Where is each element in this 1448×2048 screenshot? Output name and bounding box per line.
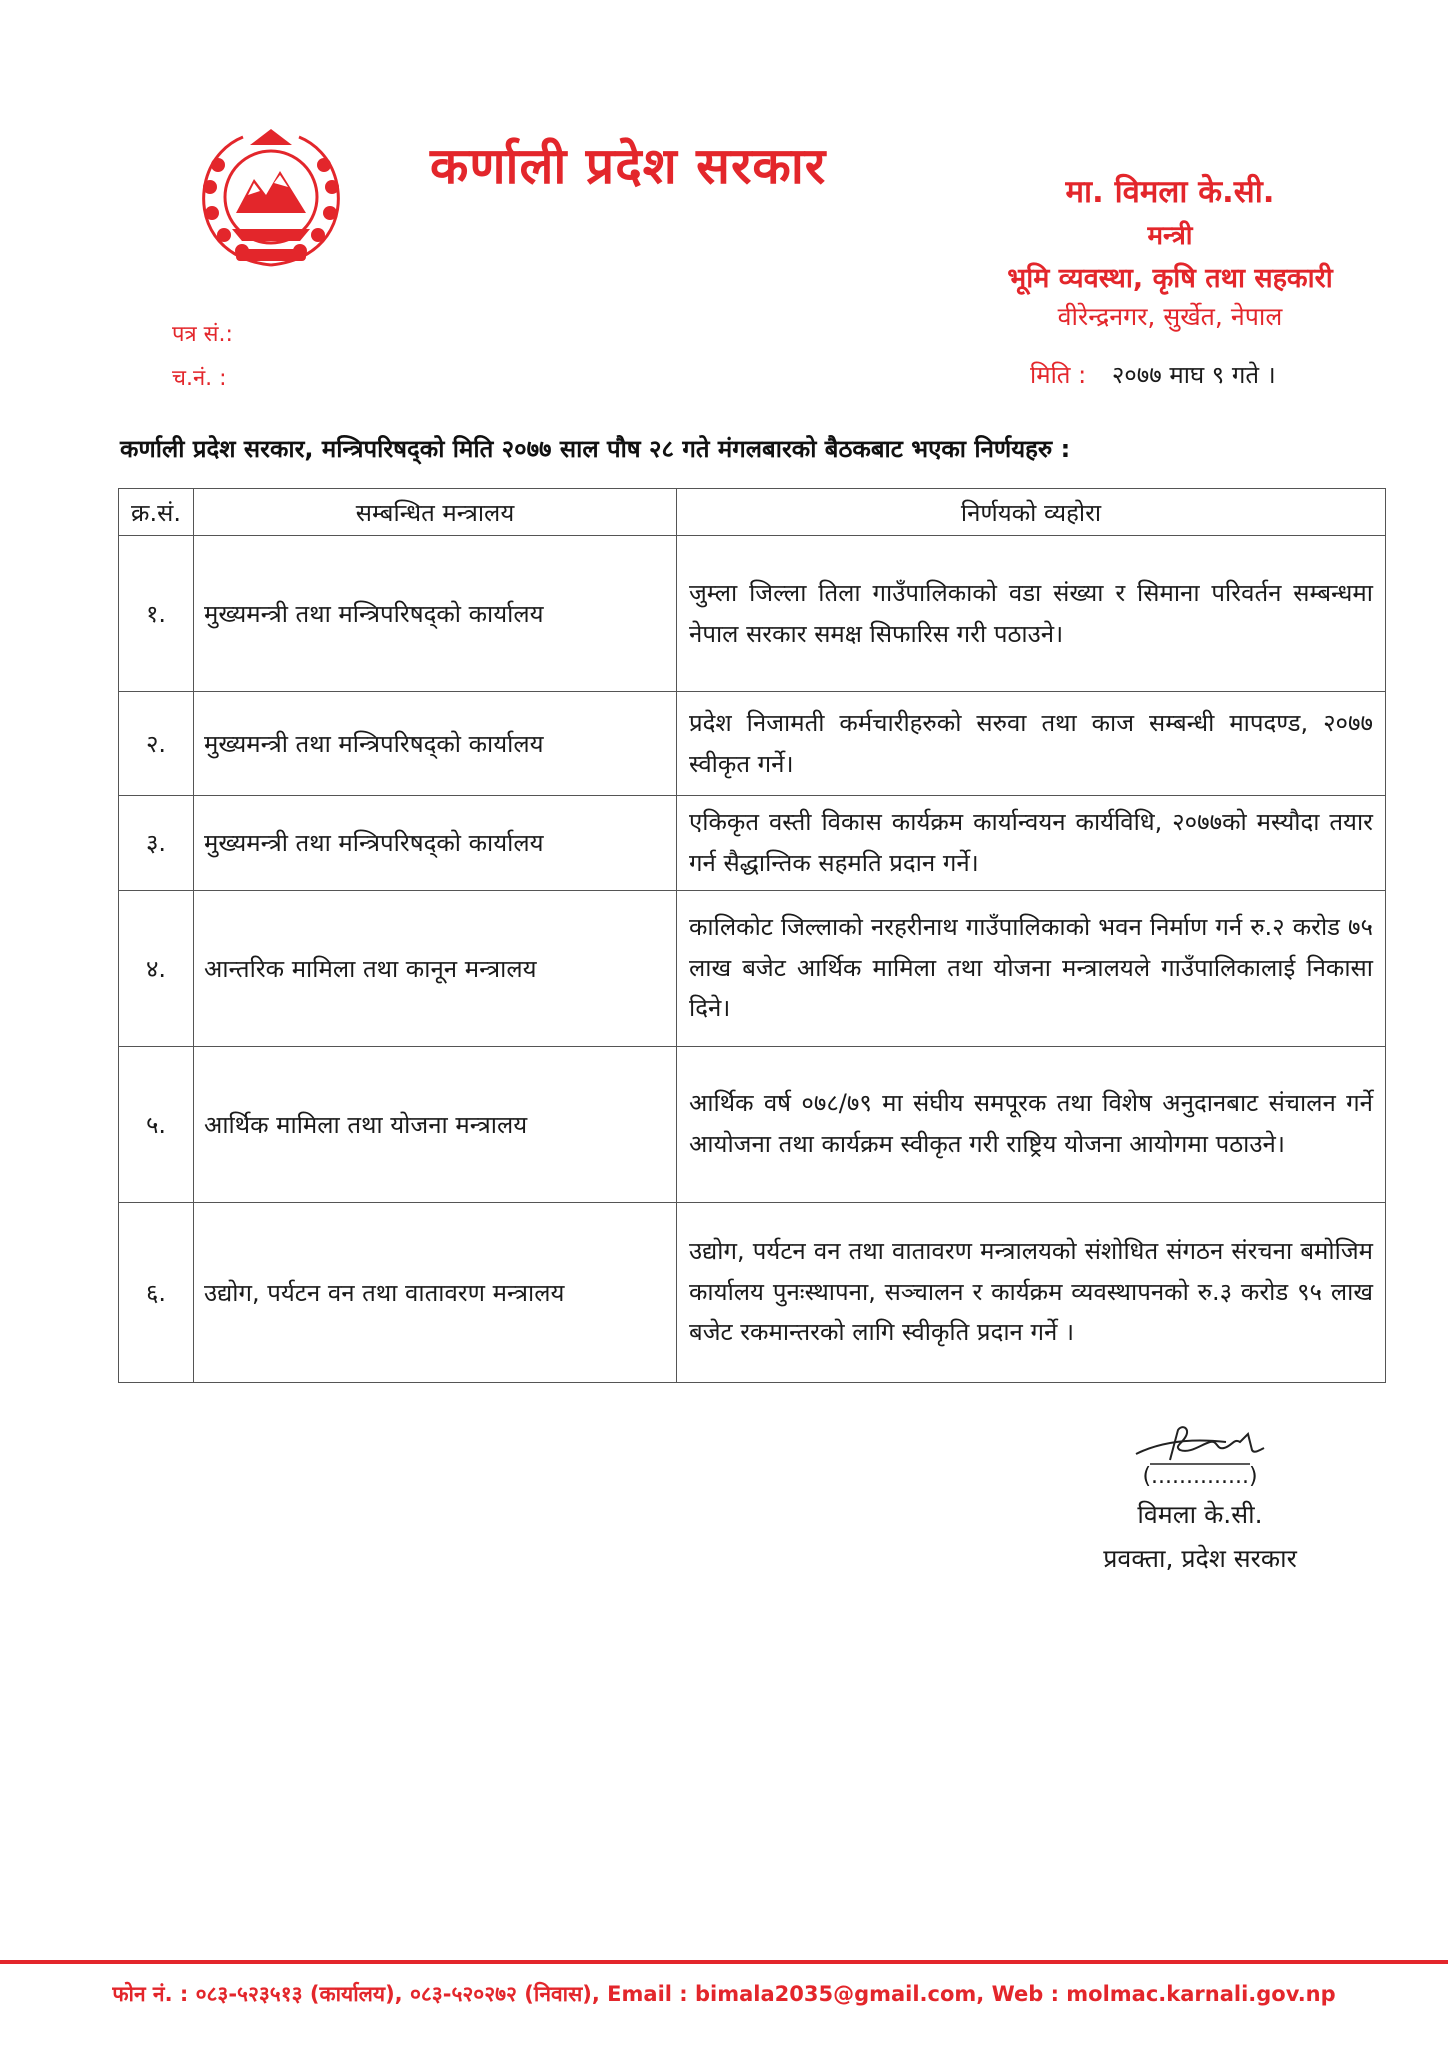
decisions-table	[118, 488, 1386, 1383]
row-decision: जुम्ला जिल्ला तिला गाउँपालिकाको वडा संख्या र सिमाना परिवर्तन सम्बन्धमा नेपाल सरकार समक्ष सिफारिस गरी पठाउने।	[677, 536, 1386, 692]
minister-post: मन्त्री	[1147, 221, 1193, 251]
date-line	[1030, 358, 1276, 391]
column-header-serial: क्र.सं.	[119, 489, 194, 536]
decisions-heading: कर्णाली प्रदेश सरकार, मन्त्रिपरिषद्को मिति २०७७ साल पौष २८ गते मंगलबारको बैठकबाट भएका निर्णयहरु :	[120, 435, 1071, 463]
row-ministry: मुख्यमन्त्री तथा मन्त्रिपरिषद्को कार्यालय	[194, 536, 677, 692]
table-row	[119, 1046, 1386, 1202]
row-serial: ६.	[119, 1202, 194, 1382]
signatory-title: प्रवक्ता, प्रदेश सरकार	[1103, 1544, 1297, 1573]
row-serial: ३.	[119, 796, 194, 891]
row-ministry: आर्थिक मामिला तथा योजना मन्त्रालय	[194, 1046, 677, 1202]
date-value: २०७७ माघ ९ गते ।	[1111, 361, 1276, 389]
row-serial: २.	[119, 692, 194, 796]
minister-name: मा. विमला के.सी.	[1065, 174, 1275, 210]
table-row	[119, 692, 1386, 796]
nepal-emblem-icon	[188, 125, 354, 273]
minister-block	[950, 170, 1390, 333]
row-ministry: आन्तरिक मामिला तथा कानून मन्त्रालय	[194, 890, 677, 1046]
dispatch-number-label: च.नं. :	[172, 366, 227, 391]
row-decision: एकिकृत वस्ती विकास कार्यक्रम कार्यान्वयन कार्यविधि, २०७७को मस्यौदा तयार गर्न सैद्धान्तिक सहमति प्रदान गर्ने।	[677, 796, 1386, 891]
row-ministry: मुख्यमन्त्री तथा मन्त्रिपरिषद्को कार्यालय	[194, 796, 677, 891]
table-row	[119, 1202, 1386, 1382]
row-ministry: उद्योग, पर्यटन वन तथा वातावरण मन्त्रालय	[194, 1202, 677, 1382]
row-serial: ४.	[119, 890, 194, 1046]
row-decision: उद्योग, पर्यटन वन तथा वातावरण मन्त्रालयको संशोधित संगठन संरचना बमोजिम कार्यालय पुनःस्थापना, सञ्चालन र कार्यक्रम व्यवस्थापनको रु.३ करोड ९५ लाख बजेट रकमान्तरको लागि स्वीकृति प्रदान गर्ने ।	[677, 1202, 1386, 1382]
government-title: कर्णाली प्रदेश सरकार	[430, 137, 827, 195]
table-row	[119, 536, 1386, 692]
column-header-ministry: सम्बन्धित मन्त्रालय	[194, 489, 677, 536]
row-ministry: मुख्यमन्त्री तथा मन्त्रिपरिषद्को कार्यालय	[194, 692, 677, 796]
row-decision: प्रदेश निजामती कर्मचारीहरुको सरुवा तथा काज सम्बन्धी मापदण्ड, २०७७ स्वीकृत गर्ने।	[677, 692, 1386, 796]
row-serial: ५.	[119, 1046, 194, 1202]
letter-number-label: पत्र सं.:	[172, 322, 233, 347]
footer-contact: फोन नं. : ०८३-५२३५१३ (कार्यालय), ०८३-५२०२७२ (निवास), Email : bimala2035@gmail.com, Web : molmac.karnali.gov.np	[112, 1982, 1336, 2006]
signature-block	[1070, 1420, 1330, 1575]
date-label: मिति :	[1030, 361, 1087, 389]
table-row	[119, 796, 1386, 891]
column-header-decision: निर्णयको व्यहोरा	[677, 489, 1386, 536]
row-decision: कालिकोट जिल्लाको नरहरीनाथ गाउँपालिकाको भवन निर्माण गर्न रु.२ करोड ७५ लाख बजेट आर्थिक मामिला तथा योजना मन्त्रालयले गाउँपालिकालाई निकासा दिने।	[677, 890, 1386, 1046]
signatory-name: विमला के.सी.	[1137, 1500, 1263, 1529]
signature-mark	[1130, 1420, 1270, 1470]
row-decision: आर्थिक वर्ष ०७८/७९ मा संघीय समपूरक तथा विशेष अनुदानबाट संचालन गर्ने आयोजना तथा कार्यक्रम स्वीकृत गरी राष्ट्रिय योजना आयोगमा पठाउने।	[677, 1046, 1386, 1202]
row-serial: १.	[119, 536, 194, 692]
footer-divider	[0, 1960, 1448, 1964]
table-row	[119, 890, 1386, 1046]
ministry-name: भूमि व्यवस्था, कृषि तथा सहकारी	[1007, 263, 1333, 294]
signature-dots: (..............)	[1142, 1464, 1258, 1489]
table-header-row	[119, 489, 1386, 536]
office-address: वीरेन्द्रनगर, सुर्खेत, नेपाल	[1057, 302, 1283, 331]
